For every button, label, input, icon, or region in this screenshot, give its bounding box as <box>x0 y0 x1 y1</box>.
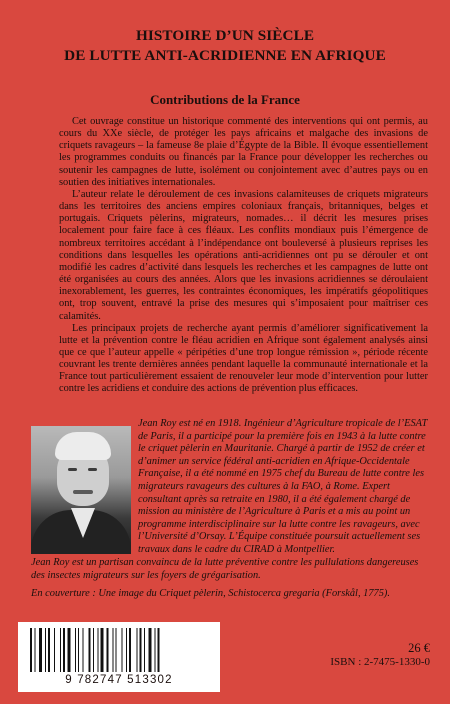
barcode-bar <box>126 628 127 672</box>
barcode-bar <box>63 628 65 672</box>
barcode-number: 9 782747 513302 <box>65 674 173 686</box>
photo-eye-left <box>68 468 77 471</box>
barcode-bar <box>144 628 145 672</box>
barcode-bar <box>98 628 99 672</box>
barcode-bar <box>122 628 123 672</box>
barcode-bar <box>30 628 32 672</box>
photo-mouth <box>73 490 93 494</box>
barcode-bar <box>45 628 46 672</box>
barcode-bar <box>155 628 156 672</box>
summary-paragraph-2: L’auteur relate le déroulement de ces invasions calamiteuses de criquets migrateurs dans les territoires des anciens empires coloniaux français, britanniques, belges et portugais. Criquets pèlerins, migrateurs, nomades… il décrit les mesures prises localement pour faire face à ces fléaux. Les conflits mondiaux puis l’émergence de nombreux territoires accédant à l’indépendance ont bouleversé à plusieurs reprises les conditions dans lesquelles les opérations anti-acridiennes ont pu se dérouler et ont modifié les cadres d’activité dans lesquels les recherches et les campagnes de lutte ont été organisées au cours des années. Alors que les invasions acridiennes se déroulaient inexorablement, les guerres, les contraintes économiques, les impératifs géopolitiques ont, trop souvent, entravé la prise des mesures qui s’imposaient pour maîtriser ces calamités. <box>59 188 428 322</box>
summary-text <box>59 116 428 396</box>
summary-paragraph-3: Les principaux projets de recherche ayant permis d’améliorer significativement la lutte et la prévention contre le fléau acridien en Afrique sont également analysés ainsi que ce que l’auteur appelle « péripéties d’une trop longue rémission », période récente couvrant les trente dernières années pendant laquelle la communauté internationale et la France tout particulièrement essaient de renouveler leur mode d’intervention pour lutter contre les acridiens et conduire des actions de prévention plus efficaces. <box>59 322 428 395</box>
barcode-bar <box>116 628 117 672</box>
barcode-bar <box>35 628 36 672</box>
book-title <box>0 26 450 66</box>
barcode-bar <box>75 628 76 672</box>
barcode-bar <box>68 628 71 672</box>
barcode-bar <box>158 628 160 672</box>
title-line-2: DE LUTTE ANTI-ACRIDIENNE EN AFRIQUE <box>64 47 386 64</box>
barcode-bar <box>83 628 84 672</box>
barcode-bar <box>60 628 61 672</box>
barcode-bar <box>107 628 109 672</box>
photo-hair <box>55 432 111 460</box>
barcode-bar <box>137 628 138 672</box>
barcode-bars <box>28 628 210 674</box>
photo-eye-right <box>88 468 97 471</box>
cover-credit: En couverture : Une image du Criquet pèlerin, Schistocerca gregaria (Forskål, 1775). <box>31 588 390 599</box>
barcode-bar <box>129 628 131 672</box>
barcode-bar <box>39 628 42 672</box>
barcode-bar <box>89 628 91 672</box>
book-subtitle: Contributions de la France <box>150 92 300 107</box>
barcode-bar <box>78 628 79 672</box>
author-bio-continued: Jean Roy est un partisan convaincu de la lutte préventive contre les pullulations dangereuses des insectes migrateurs sur les foyers de grégarisation. <box>31 557 419 581</box>
barcode-bar <box>140 628 142 672</box>
title-line-1: HISTOIRE D’UN SIÈCLE <box>135 27 315 44</box>
barcode-icon <box>18 622 220 692</box>
barcode-bar <box>149 628 152 672</box>
isbn: ISBN : 2-7475-1330-0 <box>330 656 430 668</box>
price: 26 € <box>408 641 430 655</box>
barcode-bar <box>101 628 104 672</box>
barcode-bar <box>54 628 55 672</box>
summary-paragraph-1: Cet ouvrage constitue un historique commenté des interventions qui ont permis, au cours du XXe siècle, de protéger les pays africains et malgache des invasions de criquets ravageurs – la fameuse 8e plaie d’Égypte de la Bible. Il évoque essentiellement les programmes conduits ou financés par la France pour développer les recherches ou soutenir les campagnes de lutte, isolément ou conjointement avec d’autres pays ou en soutien des initiatives internationales. <box>59 116 428 188</box>
barcode-bar <box>93 628 94 672</box>
barcode-bar <box>48 628 50 672</box>
author-photo <box>31 426 131 554</box>
author-bio: Jean Roy est né en 1918. Ingénieur d’Agriculture tropicale de l’ESAT de Paris, il a participé pour la première fois en 1943 à la lutte contre le criquet pèlerin en Mauritanie. Chargé à partir de 1952 de créer et d’animer un service fédéral anti-acridien en Afrique-Occidentale Française, il a été nommé en 1975 chef du Bureau de lutte contre les migrateurs ravageurs des cultures à la FAO, à Rome. Expert consultant après sa retraite en 1980, il a été également chargé de mission au ministère de l’Agriculture à Paris et a mis au point un programme interdisciplinaire sur la lutte contre les ravageurs, avec l’Université d’Orsay. L’Équipe constituée poursuit actuellement ses travaux dans le cadre du CIRAD à Montpellier. <box>138 418 428 555</box>
barcode-bar <box>113 628 114 672</box>
